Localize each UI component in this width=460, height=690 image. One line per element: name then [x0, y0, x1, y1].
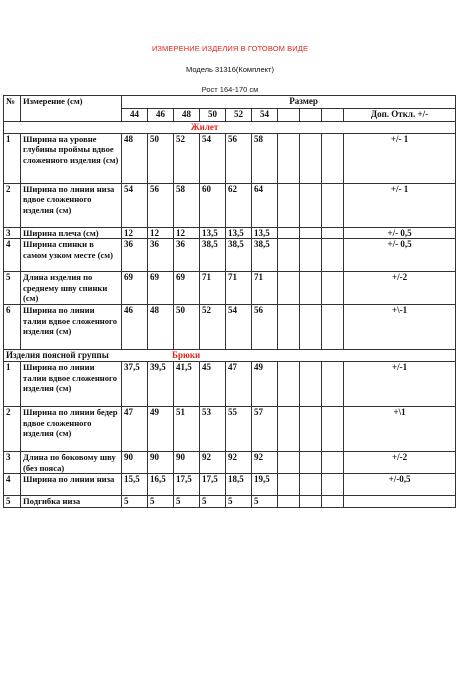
row-number: 4 [4, 239, 21, 272]
row-tolerance: +/- 1 [344, 183, 456, 227]
row-value: 13,5 [200, 227, 226, 239]
empty-cell [300, 272, 322, 305]
row-value: 71 [226, 272, 252, 305]
row-number: 5 [4, 496, 21, 508]
row-value: 90 [148, 452, 174, 474]
row-value: 58 [252, 133, 278, 183]
row-value: 36 [148, 239, 174, 272]
row-tolerance [344, 496, 456, 508]
row-value: 12 [122, 227, 148, 239]
row-value: 19,5 [252, 474, 278, 496]
row-tolerance: +/-2 [344, 272, 456, 305]
row-number: 3 [4, 452, 21, 474]
section-trousers-wrap [6, 350, 453, 361]
row-value: 56 [148, 183, 174, 227]
table-row [4, 272, 456, 305]
header-tolerance: Доп. Откл. +/- [344, 109, 456, 122]
empty-cell [278, 452, 300, 474]
row-value: 5 [174, 496, 200, 508]
empty-cell [278, 133, 300, 183]
empty-cell [300, 407, 322, 452]
row-value: 13,5 [252, 227, 278, 239]
row-value: 5 [200, 496, 226, 508]
table-row [4, 133, 456, 183]
row-value: 53 [200, 407, 226, 452]
row-value: 90 [174, 452, 200, 474]
row-value: 69 [174, 272, 200, 305]
row-measurement: Ширина по линии бедер вдвое сложенного изделия (см) [21, 407, 122, 452]
empty-cell [322, 474, 344, 496]
table-row [4, 362, 456, 407]
model-label: Модель 31316(Комплект) [186, 65, 274, 74]
table-row [4, 474, 456, 496]
empty-cell [278, 407, 300, 452]
row-value: 45 [200, 362, 226, 407]
row-measurement: Ширина по линии талии вдвое сложенного изделия (см) [21, 362, 122, 407]
header-measure: Измерение (см) [21, 96, 122, 122]
table-row [4, 496, 456, 508]
section-vest [4, 122, 456, 134]
empty-cell [322, 133, 344, 183]
section-row-trousers [4, 350, 456, 362]
empty-cell [300, 133, 322, 183]
table-row [4, 305, 456, 350]
row-value: 36 [174, 239, 200, 272]
empty-cell [322, 272, 344, 305]
row-value: 90 [122, 452, 148, 474]
row-value: 58 [174, 183, 200, 227]
empty-cell [278, 183, 300, 227]
empty-cell [322, 362, 344, 407]
row-tolerance: +/-0,5 [344, 474, 456, 496]
row-value: 92 [252, 452, 278, 474]
size-50: 50 [200, 109, 226, 122]
row-number: 5 [4, 272, 21, 305]
row-value: 54 [122, 183, 148, 227]
table-row [4, 407, 456, 452]
empty-cell [300, 362, 322, 407]
table-row [4, 227, 456, 239]
row-value: 52 [174, 133, 200, 183]
row-value: 5 [226, 496, 252, 508]
row-number: 2 [4, 407, 21, 452]
row-value: 38,5 [252, 239, 278, 272]
empty-cell [300, 452, 322, 474]
row-value: 39,5 [148, 362, 174, 407]
row-value: 48 [122, 133, 148, 183]
empty-cell [322, 239, 344, 272]
row-value: 50 [174, 305, 200, 350]
row-value: 62 [226, 183, 252, 227]
empty-cell [278, 272, 300, 305]
row-value: 5 [122, 496, 148, 508]
row-number: 1 [4, 362, 21, 407]
row-tolerance: +\-1 [344, 305, 456, 350]
row-value: 92 [200, 452, 226, 474]
row-value: 5 [252, 496, 278, 508]
row-tolerance: +/-2 [344, 452, 456, 474]
empty-cell [278, 239, 300, 272]
table-row [4, 183, 456, 227]
row-value: 36 [122, 239, 148, 272]
row-value: 52 [200, 305, 226, 350]
row-value: 56 [252, 305, 278, 350]
row-measurement: Ширина на уровне глубины проймы вдвое сложенного изделия (см) [21, 133, 122, 183]
empty-cell [278, 227, 300, 239]
size-46: 46 [148, 109, 174, 122]
row-tolerance: +\1 [344, 407, 456, 452]
row-number: 4 [4, 474, 21, 496]
row-value: 15,5 [122, 474, 148, 496]
row-value: 56 [226, 133, 252, 183]
empty-cell [278, 474, 300, 496]
size-44: 44 [122, 109, 148, 122]
section-trousers [4, 350, 456, 362]
header-size-label: Размер [289, 96, 318, 106]
row-value: 47 [122, 407, 148, 452]
row-value: 54 [200, 133, 226, 183]
row-value: 17,5 [200, 474, 226, 496]
row-value: 71 [252, 272, 278, 305]
row-value: 12 [148, 227, 174, 239]
row-value: 16,5 [148, 474, 174, 496]
row-tolerance: +/- 1 [344, 133, 456, 183]
height-label: Рост 164-170 см [201, 85, 259, 94]
row-number: 6 [4, 305, 21, 350]
row-tolerance: +/- 0,5 [344, 227, 456, 239]
size-54: 54 [252, 109, 278, 122]
row-value: 55 [226, 407, 252, 452]
section-group-label: Изделия поясной группы [6, 350, 109, 360]
size-table [3, 95, 456, 508]
row-value: 38,5 [226, 239, 252, 272]
row-measurement: Ширина по линии талии вдвое сложенного изделия (см) [21, 305, 122, 350]
row-value: 37,5 [122, 362, 148, 407]
row-value: 92 [226, 452, 252, 474]
row-tolerance: +/-1 [344, 362, 456, 407]
row-value: 13,5 [226, 227, 252, 239]
row-value: 18,5 [226, 474, 252, 496]
table-row [4, 239, 456, 272]
row-value: 12 [174, 227, 200, 239]
document-title: ИЗМЕРЕНИЕ ИЗДЕЛИЯ В ГОТОВОМ ВИДЕ [151, 44, 309, 53]
empty-cell [278, 109, 300, 122]
empty-cell [300, 474, 322, 496]
row-measurement: Ширина по линии низа вдвое сложенного изделия (см) [21, 183, 122, 227]
row-value: 49 [148, 407, 174, 452]
row-value: 38,5 [200, 239, 226, 272]
empty-cell [322, 407, 344, 452]
row-value: 47 [226, 362, 252, 407]
empty-cell [278, 496, 300, 508]
empty-cell [300, 109, 322, 122]
empty-cell [322, 305, 344, 350]
row-number: 1 [4, 133, 21, 183]
row-value: 49 [252, 362, 278, 407]
header-size [122, 96, 456, 109]
empty-cell [278, 305, 300, 350]
empty-cell [322, 109, 344, 122]
empty-cell [300, 496, 322, 508]
row-value: 60 [200, 183, 226, 227]
row-value: 17,5 [174, 474, 200, 496]
row-value: 69 [148, 272, 174, 305]
empty-cell [322, 227, 344, 239]
size-48: 48 [174, 109, 200, 122]
row-measurement: Ширина спинки в самом узком месте (см) [21, 239, 122, 272]
row-value: 69 [122, 272, 148, 305]
row-measurement: Длина по боковому шву (без пояса) [21, 452, 122, 474]
row-value: 48 [148, 305, 174, 350]
row-tolerance: +/- 0,5 [344, 239, 456, 272]
row-value: 41,5 [174, 362, 200, 407]
size-52: 52 [226, 109, 252, 122]
empty-cell [300, 227, 322, 239]
row-value: 57 [252, 407, 278, 452]
row-measurement: Ширина плеча (см) [21, 227, 122, 239]
section-trousers-label: Брюки [172, 350, 201, 360]
row-number: 2 [4, 183, 21, 227]
empty-cell [322, 452, 344, 474]
row-value: 50 [148, 133, 174, 183]
row-number: 3 [4, 227, 21, 239]
empty-cell [278, 362, 300, 407]
section-row-vest [4, 122, 456, 134]
row-value: 5 [148, 496, 174, 508]
row-measurement: Подгибка низа [21, 496, 122, 508]
table-row [4, 452, 456, 474]
empty-cell [322, 496, 344, 508]
section-vest-label: Жилет [190, 122, 219, 132]
row-value: 71 [200, 272, 226, 305]
row-measurement: Ширина по линии низа [21, 474, 122, 496]
header-number: № [4, 96, 21, 122]
row-value: 54 [226, 305, 252, 350]
empty-cell [300, 239, 322, 272]
row-value: 64 [252, 183, 278, 227]
empty-cell [322, 183, 344, 227]
empty-cell [300, 183, 322, 227]
row-value: 46 [122, 305, 148, 350]
empty-cell [300, 305, 322, 350]
row-measurement: Длина изделия по среднему шву спинки (см) [21, 272, 122, 305]
row-value: 51 [174, 407, 200, 452]
